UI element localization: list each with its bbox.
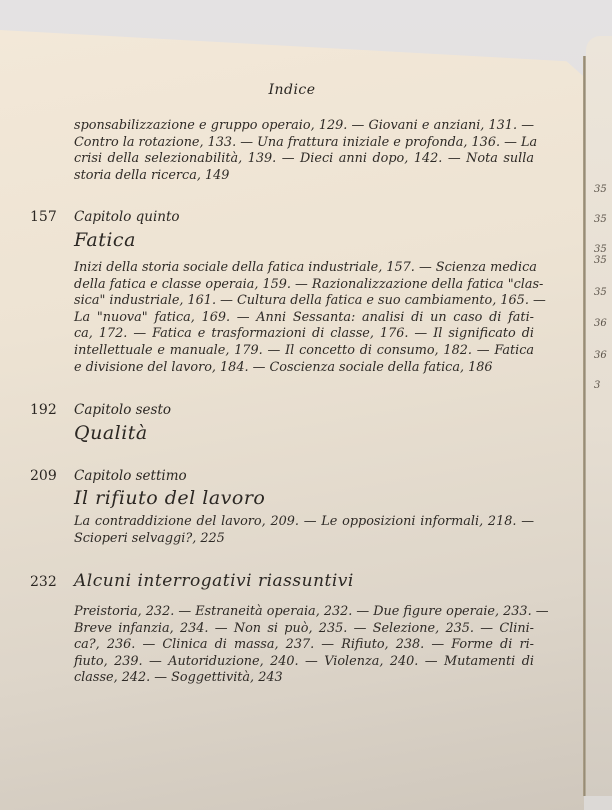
text-line: La contraddizione del lavoro, 209. — Le opposizioni informali, 218. — xyxy=(74,514,534,529)
chapter-label: Capitolo sesto xyxy=(74,402,172,418)
adjacent-page-number: 35 xyxy=(594,184,607,195)
chapter-sections xyxy=(74,514,534,547)
page-number: 209 xyxy=(30,468,57,484)
text-line: crisi della selezionabilità, 139. — Dieci anni dopo, 142. — Nota sulla xyxy=(74,151,534,167)
chapter-title: Il rifiuto del lavoro xyxy=(74,487,266,509)
adjacent-page xyxy=(586,36,612,796)
continuation-text xyxy=(74,118,538,184)
text-line: fiuto, 239. — Autoriduzione, 240. — Violenza, 240. — Mutamenti di xyxy=(74,653,534,669)
page-number: 232 xyxy=(30,574,57,590)
page-number: 192 xyxy=(30,402,57,418)
adjacent-page-number: 35 xyxy=(594,287,607,298)
text-line: ca?, 236. — Clinica di massa, 237. — Rifiuto, 238. — Forme di ri- xyxy=(74,637,534,653)
text-line: Scioperi selvaggi?, 225 xyxy=(74,530,225,546)
adjacent-page-number: 35 xyxy=(594,214,607,225)
text-line: Preistoria, 232. — Estraneità operaia, 232. — Due figure operaie, 233. — xyxy=(74,604,549,619)
text-line: Breve infanzia, 234. — Non si può, 235. — Selezione, 235. — Clini- xyxy=(74,620,534,636)
page-number: 157 xyxy=(30,209,57,225)
chapter-label: Capitolo quinto xyxy=(74,209,180,225)
adjacent-page-number: 36 xyxy=(594,318,607,329)
text-line: ca, 172. — Fatica e trasformazioni di classe, 176. — Il significato di xyxy=(74,326,534,342)
adjacent-page-number: 36 xyxy=(594,350,607,361)
chapter-title: Fatica xyxy=(74,229,136,251)
text-line: Contro la rotazione, 133. — Una frattura iniziale e profonda, 136. — La xyxy=(74,134,538,150)
chapter-title: Alcuni interrogativi riassuntivi xyxy=(74,571,354,591)
text-line: intellettuale e manuale, 179. — Il concetto di consumo, 182. — Fatica xyxy=(74,342,534,358)
running-head: Indice xyxy=(268,82,316,98)
adjacent-page-number: 35 xyxy=(594,244,607,255)
text-line: sponsabilizzazione e gruppo operaio, 129. — Giovani e anziani, 131. — xyxy=(74,118,534,133)
chapter-sections xyxy=(74,604,549,687)
chapter-sections xyxy=(74,260,546,376)
chapter-label: Capitolo settimo xyxy=(74,468,187,484)
chapter-title: Qualità xyxy=(74,422,148,444)
text-line: storia della ricerca, 149 xyxy=(74,167,230,183)
text-line: classe, 242. — Soggettività, 243 xyxy=(74,670,283,686)
text-line: La "nuova" fatica, 169. — Anni Sessanta: analisi di un caso di fati- xyxy=(74,309,534,325)
page-gutter xyxy=(583,56,586,796)
text-line: Inizi della storia sociale della fatica industriale, 157. — Scienza medica xyxy=(74,260,537,275)
text-line: sica" industriale, 161. — Cultura della fatica e suo cambiamento, 165. — xyxy=(74,293,546,309)
adjacent-page-number: 35 xyxy=(594,255,607,266)
text-line: e divisione del lavoro, 184. — Coscienza sociale della fatica, 186 xyxy=(74,359,493,375)
text-line: della fatica e classe operaia, 159. — Razionalizzazione della fatica "clas- xyxy=(74,276,544,292)
adjacent-page-number: 3 xyxy=(594,380,601,391)
